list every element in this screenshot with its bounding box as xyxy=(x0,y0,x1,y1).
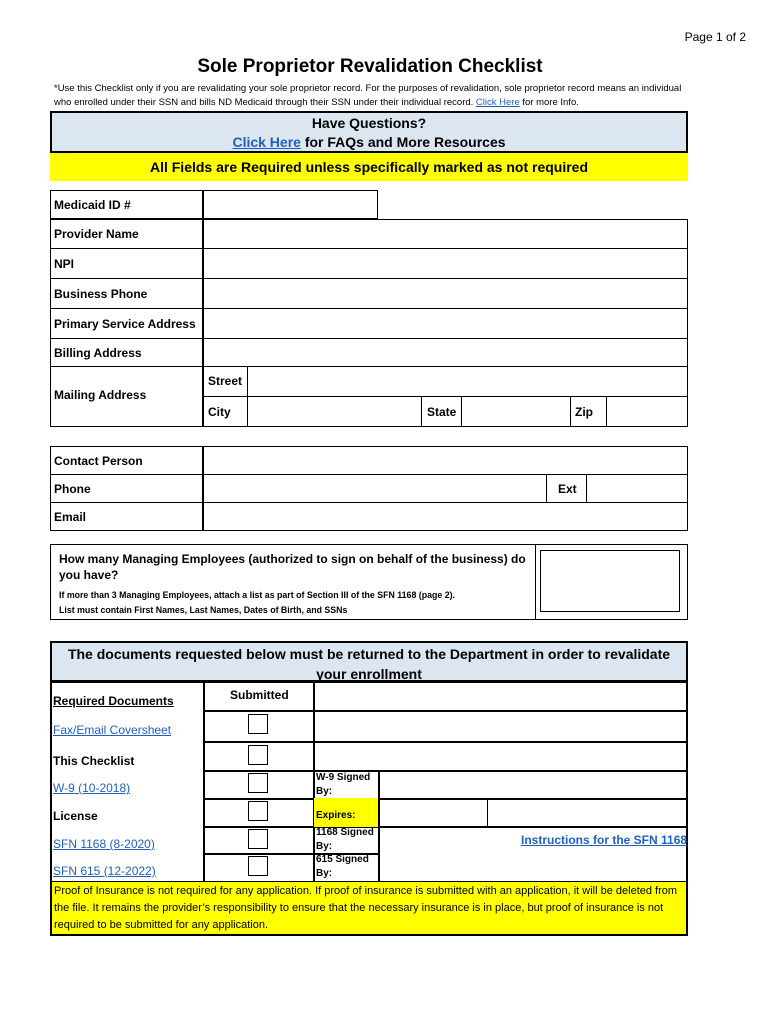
managing-employees-count-input[interactable] xyxy=(540,550,680,612)
license-expires-cell xyxy=(314,798,379,827)
mailing-zip-input[interactable] xyxy=(606,396,688,427)
npi-label: NPI xyxy=(54,257,75,271)
provider-name-label-cell xyxy=(50,219,204,249)
primary-service-address-label: Primary Service Address xyxy=(54,317,196,331)
intro-suffix: for more Info. xyxy=(522,97,579,108)
doc-row-sfn-1168[interactable] xyxy=(53,837,155,851)
mailing-street-input[interactable] xyxy=(247,366,688,397)
managing-employees-note-1: If more than 3 Managing Employees, attach a list as part of Section III of the SFN 1168 (page 2). xyxy=(59,590,455,600)
zip-label: Zip xyxy=(575,405,593,419)
doc-row-sfn-615[interactable] xyxy=(53,864,156,878)
questions-banner xyxy=(50,111,688,153)
sfn-1168-link[interactable]: SFN 1168 (8-2020) xyxy=(53,837,155,851)
managing-employees-question-cell xyxy=(50,544,536,620)
managing-employees-note-2: List must contain First Names, Last Names, Dates of Birth, and SSNs xyxy=(59,605,348,615)
doc-row-w9[interactable] xyxy=(53,781,130,795)
business-phone-label: Business Phone xyxy=(54,287,148,301)
w9-signed-label: W-9 Signed xyxy=(316,772,371,783)
billing-address-input[interactable] xyxy=(202,338,688,367)
mailing-city-input[interactable] xyxy=(247,396,422,427)
faq-suffix: for FAQs and More Resources xyxy=(304,134,506,150)
business-phone-input[interactable] xyxy=(202,278,688,309)
row-divider xyxy=(203,710,688,712)
npi-input[interactable] xyxy=(202,248,688,279)
license-expires-label: Expires: xyxy=(316,810,356,821)
intro-body: *Use this Checklist only if you are revalidating your sole proprietor record. For the purposes of revalidation, sole proprietor record means an individual who enrolled under their SSN and bills ND Medicaid through their SSN under their individual record. xyxy=(54,83,682,108)
billing-address-label-cell xyxy=(50,338,204,367)
license-expires-input[interactable] xyxy=(378,798,488,827)
primary-service-address-input[interactable] xyxy=(202,308,688,339)
email-input[interactable] xyxy=(202,502,688,531)
npi-label-cell xyxy=(50,248,204,279)
mailing-state-input[interactable] xyxy=(461,396,571,427)
phone-input[interactable] xyxy=(202,474,547,503)
row-divider xyxy=(203,741,688,743)
sfn-1168-by-label: By: xyxy=(316,841,333,852)
required-documents-header: Required Documents xyxy=(53,694,174,708)
required-fields-note: All Fields are Required unless specifically marked as not required xyxy=(50,153,688,181)
state-label: State xyxy=(427,405,457,419)
doc-row-license: License xyxy=(53,809,98,823)
billing-address-label: Billing Address xyxy=(54,346,142,360)
documents-header xyxy=(50,641,688,682)
sfn-615-signed-label: 615 Signed xyxy=(316,854,369,865)
mailing-address-label: Mailing Address xyxy=(54,388,147,402)
contact-person-input[interactable] xyxy=(202,446,688,475)
contact-person-label-cell xyxy=(50,446,204,475)
ext-label: Ext xyxy=(558,482,577,496)
medicaid-id-label: Medicaid ID # xyxy=(54,198,131,212)
intro-text xyxy=(54,82,694,110)
contact-person-label: Contact Person xyxy=(54,454,143,468)
provider-name-input[interactable] xyxy=(202,219,688,249)
w9-signed-note xyxy=(316,771,370,799)
row-divider xyxy=(203,770,688,772)
license-checkbox[interactable] xyxy=(248,801,268,821)
phone-label-cell xyxy=(50,474,204,503)
ext-label-cell xyxy=(546,474,587,503)
questions-heading: Have Questions? xyxy=(311,115,427,131)
insurance-note: Proof of Insurance is not required for any application. If proof of insurance is submitted with an application, it will be deleted from the file. It remains the provider’s responsibility to ensure that the necessary insurance is in place, but proof of insurance is not required to be submitted for any application. xyxy=(52,881,686,934)
primary-service-address-label-cell xyxy=(50,308,204,339)
ext-input[interactable] xyxy=(586,474,688,503)
phone-label: Phone xyxy=(54,482,91,496)
email-label: Email xyxy=(54,510,87,524)
page-number: Page 1 of 2 xyxy=(684,30,746,44)
mailing-address-label-cell xyxy=(50,366,204,427)
doc-row-this-checklist: This Checklist xyxy=(53,754,135,768)
street-label: Street xyxy=(208,374,243,388)
business-phone-label-cell xyxy=(50,278,204,309)
w9-by-label: By: xyxy=(316,786,333,797)
medicaid-id-label-cell xyxy=(50,190,204,219)
documents-heading: The documents requested below must be returned to the Department in order to revalidate your enrollment xyxy=(67,646,671,682)
medicaid-id-input[interactable] xyxy=(202,190,378,219)
fax-coversheet-checkbox[interactable] xyxy=(248,714,268,734)
sfn-1168-checkbox[interactable] xyxy=(248,829,268,849)
fax-coversheet-link[interactable]: Fax/Email Coversheet xyxy=(53,723,172,737)
w9-link[interactable]: W-9 (10-2018) xyxy=(53,781,131,795)
managing-employees-notes xyxy=(59,588,529,618)
submitted-header: Submitted xyxy=(230,688,289,702)
managing-employees-question: How many Managing Employees (authorized to sign on behalf of the business) do you have? xyxy=(59,552,526,582)
faq-link[interactable]: Click Here xyxy=(232,134,301,150)
provider-name-label: Provider Name xyxy=(54,227,139,241)
sfn-1168-instructions[interactable] xyxy=(521,833,687,847)
doc-row-fax-coversheet[interactable] xyxy=(53,723,171,737)
sfn-615-link[interactable]: SFN 615 (12-2022) xyxy=(53,864,156,878)
email-label-cell xyxy=(50,502,204,531)
sfn-615-checkbox[interactable] xyxy=(248,856,268,876)
managing-employees-count-cell xyxy=(535,544,688,620)
this-checklist-checkbox[interactable] xyxy=(248,745,268,765)
sfn-615-signed-note xyxy=(316,853,369,881)
sfn-615-by-label: By: xyxy=(316,868,333,879)
intro-more-info-link[interactable]: Click Here xyxy=(475,97,520,108)
sfn-1168-signed-note xyxy=(316,826,374,854)
sfn-1168-instructions-link[interactable]: Instructions for the SFN 1168 xyxy=(521,833,688,847)
page-title: Sole Proprietor Revalidation Checklist xyxy=(197,56,543,77)
sfn-1168-signed-label: 1168 Signed xyxy=(316,827,374,838)
city-label: City xyxy=(208,405,231,419)
w9-checkbox[interactable] xyxy=(248,773,268,793)
